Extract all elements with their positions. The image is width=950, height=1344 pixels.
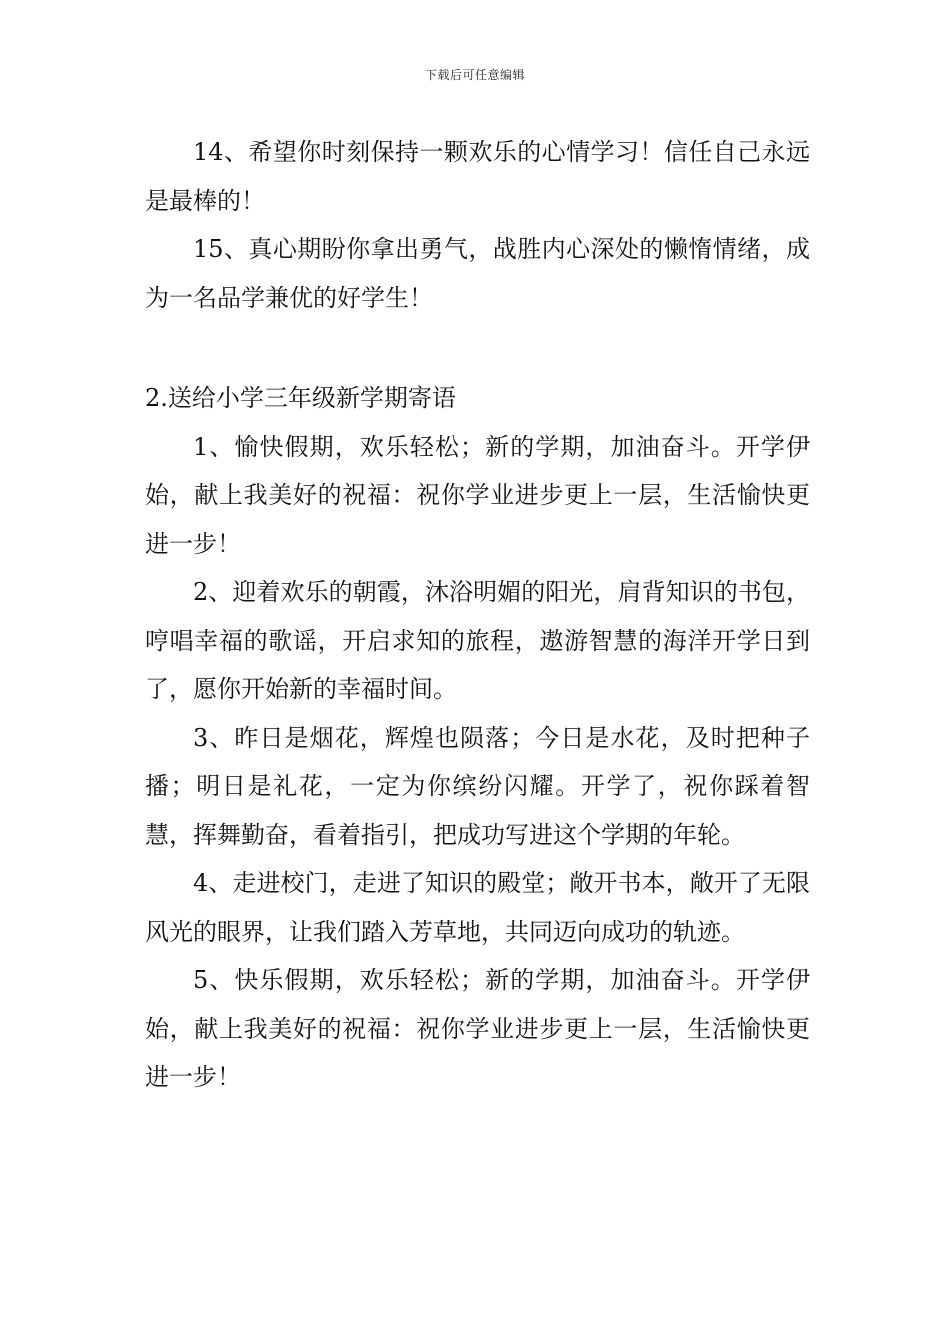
page-header: 下载后可任意编辑 [424, 68, 525, 82]
paragraph-4: 4、走进校门，走进了知识的殿堂；敞开书本，敞开了无限风光的眼界，让我们踏入芳草地，共同迈向成功的轨迹。 [145, 869, 810, 946]
section-gap [145, 322, 810, 374]
paragraph-14: 14、希望你时刻保持一颗欢乐的心情学习！信任自己永远是最棒的！ [145, 138, 810, 215]
paragraph-3: 3、昨日是烟花，辉煌也陨落；今日是水花，及时把种子播；明日是礼花，一定为你缤纷闪耀。开学了，祝你踩着智慧，挥舞勤奋，看着指引，把成功写进这个学期的年轮。 [145, 723, 810, 849]
document-body [145, 128, 810, 1102]
paragraph-15: 15、真心期盼你拿出勇气，战胜内心深处的懒惰情绪，成为一名品学兼优的好学生！ [145, 235, 810, 312]
paragraph-5: 5、快乐假期，欢乐轻松；新的学期，加油奋斗。开学伊始，献上我美好的祝福：祝你学业进步更上一层，生活愉快更进一步！ [145, 966, 810, 1091]
paragraph-2: 2、迎着欢乐的朝霞，沐浴明媚的阳光，肩背知识的书包，哼唱幸福的歌谣，开启求知的旅程，遨游智慧的海洋开学日到了，愿你开始新的幸福时间。 [145, 578, 810, 703]
paragraph-1: 1、愉快假期，欢乐轻松；新的学期，加油奋斗。开学伊始，献上我美好的祝福：祝你学业进步更上一层，生活愉快更进一步！ [145, 432, 810, 558]
section-heading: 2.送给小学三年级新学期寄语 [145, 384, 456, 412]
